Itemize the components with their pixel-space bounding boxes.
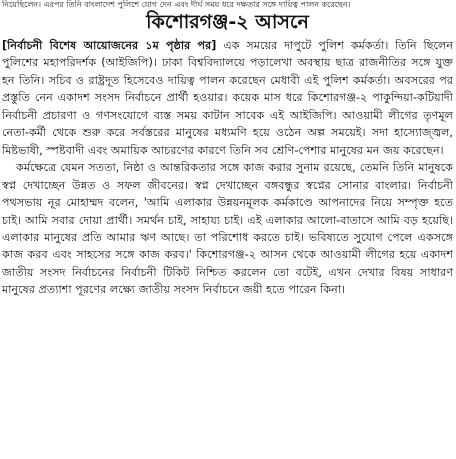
article-paragraph-2: কর্মক্ষেত্রে যেমন সততা, নিষ্ঠা ও আন্তরিকতার সঙ্গে কাজ করার সুনাম রয়েছে, তেমনি তিনি মানুষকে স্বপ্ন দেখাচ্ছেন উন্নত ও সফল জীবনের। স্বপ্ন দেখাচ্ছেন বঙ্গবন্ধুর স্বপ্নের সোনার বাংলার। নির্বাচনী পথসভায় নূর মোহাম্মদ বলেন, 'আমি এলাকার উন্নয়নমূলক কর্মকাণ্ডে আপনাদের নিয়ে সম্পৃক্ত হতে চাই। আমি সবার দোয়া প্রার্থী। সমর্থন চাই, সাহায্য চাই। এই এলাকার আলো-বাতাসে আমি বড় হয়েছি। এলাকার মানুষের প্রতি আমার ঋণ আছে। তা পরিশোধ করতে চাই। ভবিষ্যতে সুযোগ পেলে একসঙ্গে কাজ করব এবং সাহসের সঙ্গে কাজ করব।' কিশোরগঞ্জ-২ আসন থেকে আওয়ামী লীগের হয়ে একাদশ জাতীয় সংসদ নির্বাচনের নির্বাচনী টিকিট নিশ্চিত করলেন তো বটেই, এখন দেখার বিষয় সাধারণ মানুষের প্রত্যাশা পূরণের লক্ষ্যে জাতীয় সংসদ নির্বাচনে জয়ী হতে পারেন কিনা। [2, 161, 453, 297]
article-body [2, 37, 453, 299]
previous-article-fragment: নিয়েছিলেন। এরপর তিনি বাংলাদেশ পুলিশে যোগ দেন এবং দীর্ঘ সময় ধরে দক্ষতার সঙ্গে দায়িত্ব পালন করেছেন। [2, 0, 351, 9]
paragraph-1-text: এক সময়ের দাপুটে পুলিশ কর্মকর্তা। তিনি ছিলেন পুলিশের মহাপরিদর্শক (আইজিপি)। ঢাকা বিশ্ববিদ্যালয়ে পড়ালেখা অবস্থায় ছাত্র রাজনীতির সঙ্গে যুক্ত হন তিনি। সচিব ও রাষ্ট্রদূত হিসেবেও দায়িত্ব পালন করেছেন মেধাবী এই পুলিশ কর্মকর্তা। অবসরের পর প্রস্তুতি নেন একাদশ সংসদ নির্বাচনে প্রার্থী হওয়ার। কয়েক মাস ধরে কিশোরগঞ্জ-২ পাকুন্দিয়া-কটিয়াদী নির্বাচনী প্রচারণা ও গণসংযোগে ব্যস্ত সময় কাটান সাবেক এই আইজিপি। আওয়ামী লীগের তৃণমূল নেতা-কর্মী থেকে শুরু করে সর্বস্তরের মানুষের মধ্যমণি হয়ে ওঠেন অল্প সময়েই। সদা হাস্যোজ্জ্বল, মিষ্টভাষী, স্পষ্টবাদী এবং অমায়িক আচরণের কারণে তিনি সব শ্রেণি-পেশার মানুষের মন জয় করেছেন। [2, 39, 453, 157]
article-paragraph-1 [2, 37, 453, 159]
continuation-note: [নির্বাচনী বিশেষ আয়োজনের ১ম পৃষ্ঠার পর] [2, 39, 217, 52]
article-headline: কিশোরগঞ্জ-২ আসনে [146, 11, 309, 33]
